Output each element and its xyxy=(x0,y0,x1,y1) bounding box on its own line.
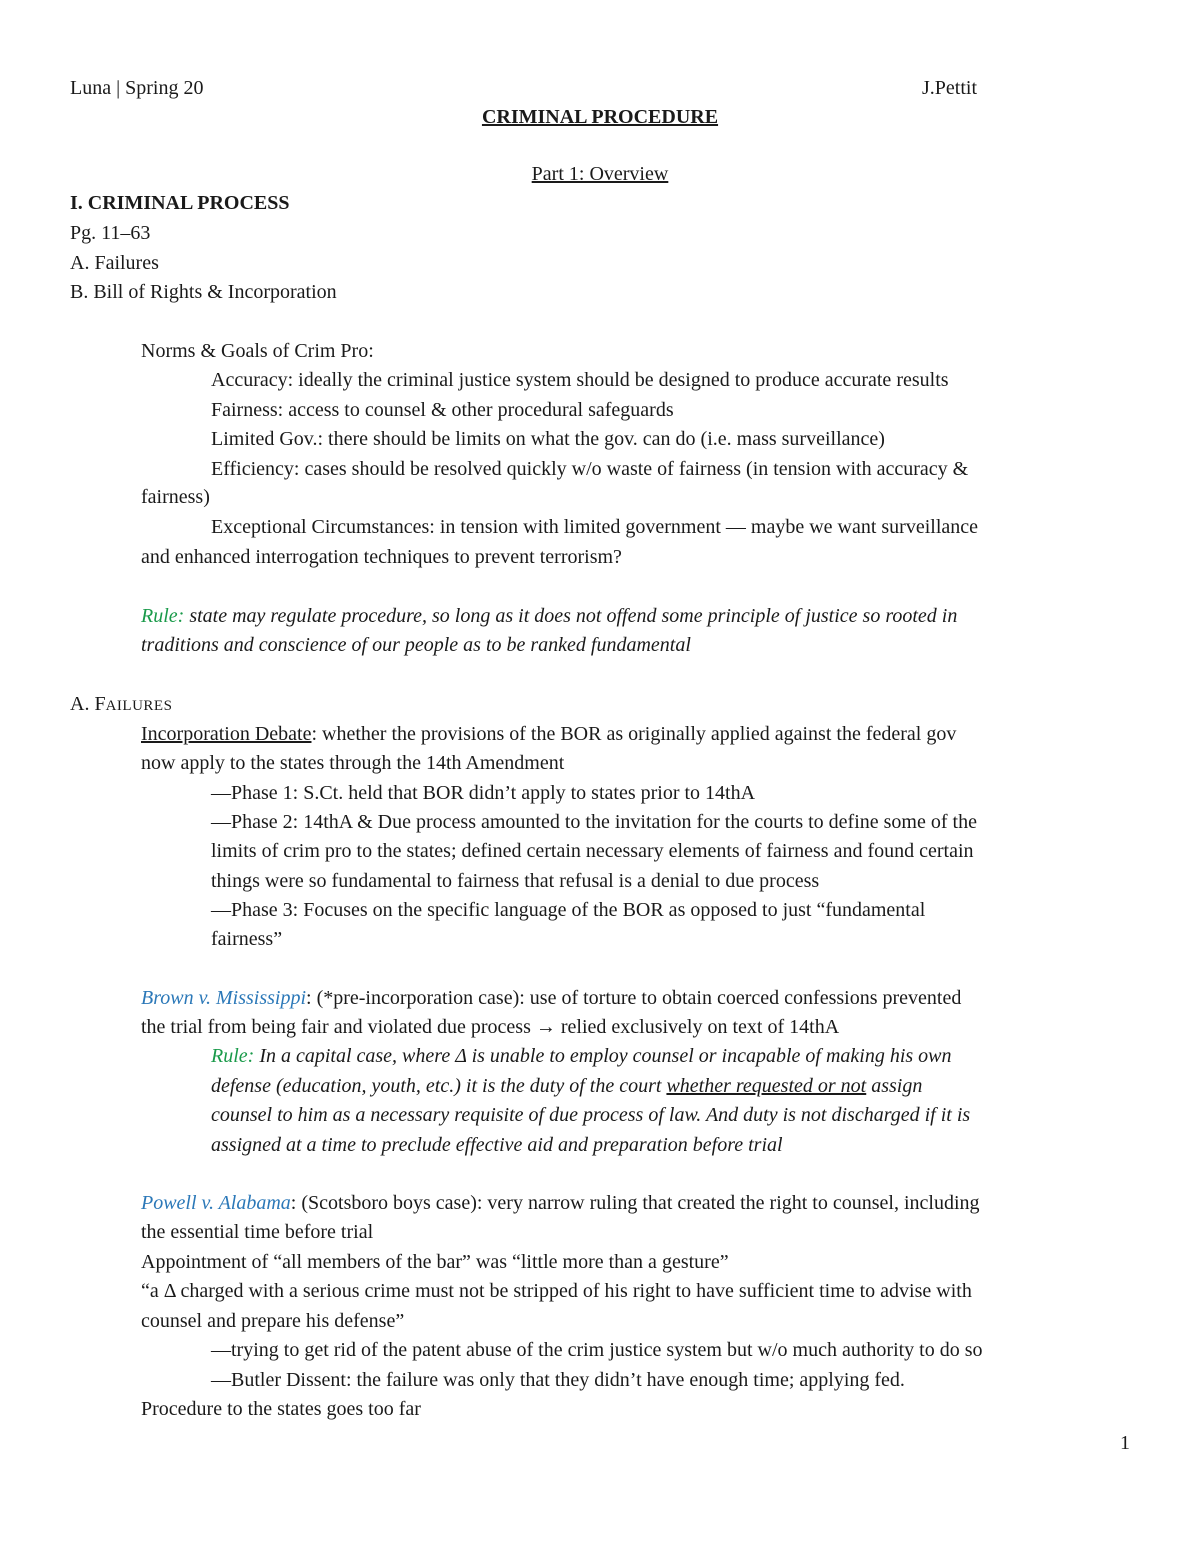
powell-note2: —Butler Dissent: the failure was only that they didn’t have enough time; applying fed. xyxy=(211,1369,905,1391)
section-heading: I. CRIMINAL PROCESS xyxy=(70,192,290,214)
document-title: CRIMINAL PROCEDURE xyxy=(481,106,719,128)
norm-efficiency-line2: fairness) xyxy=(141,486,210,508)
norm-limited-gov: Limited Gov.: there should be limits on what the gov. can do (i.e. mass surveillance) xyxy=(211,428,885,450)
norm-efficiency-line1: Efficiency: cases should be resolved quickly w/o waste of fairness (in tension with accuracy & xyxy=(211,458,969,480)
powell-note1: —trying to get rid of the patent abuse of the crim justice system but w/o much authority to do so xyxy=(211,1339,983,1361)
failures-heading: A. FAILURES xyxy=(70,693,173,715)
header-right: J.Pettit xyxy=(922,77,978,99)
rule-line1 xyxy=(141,604,957,628)
phase3-line1: —Phase 3: Focuses on the specific language of the BOR as opposed to just “fundamental xyxy=(211,899,926,921)
incorporation-debate-line1: Incorporation Debate: whether the provisions of the BOR as originally applied against the federal gov xyxy=(141,723,957,745)
norm-fairness: Fairness: access to counsel & other procedural safeguards xyxy=(211,399,674,421)
header-left: Luna | Spring 20 xyxy=(70,77,204,99)
norm-exceptional-line1: Exceptional Circumstances: in tension with limited government — maybe we want surveillance xyxy=(211,516,979,538)
brown-case-name: Brown v. Mississippi xyxy=(141,987,307,1009)
whether-requested-emphasis: whether requested or not xyxy=(666,1075,867,1097)
brown-line1: Brown v. Mississippi: (*pre-incorporation case): use of torture to obtain coerced confessions prevented xyxy=(141,987,962,1009)
brown-rule-line1: Rule: In a capital case, where Δ is unable to employ counsel or incapable of making his own xyxy=(211,1045,952,1067)
brown-line2: the trial from being fair and violated due process → relied exclusively on text of 14thA xyxy=(141,1016,840,1038)
brown-rule-line2: defense (education, youth, etc.) it is the duty of the court whether requested or not assign xyxy=(211,1075,923,1097)
part-subtitle: Part 1: Overview xyxy=(531,163,669,185)
norm-accuracy: Accuracy: ideally the criminal justice system should be designed to produce accurate results xyxy=(211,369,949,391)
powell-line2: the essential time before trial xyxy=(141,1221,374,1243)
powell-quote-line2: counsel and prepare his defense” xyxy=(141,1310,405,1332)
brown-rule-label: Rule: xyxy=(211,1045,255,1067)
phase2-line2: limits of crim pro to the states; defined certain necessary elements of fairness and found certain xyxy=(211,840,974,862)
rule-label: Rule: xyxy=(141,605,185,627)
powell-line1: Powell v. Alabama: (Scotsboro boys case): very narrow ruling that created the right to counsel, including xyxy=(141,1192,980,1214)
page-range: Pg. 11–63 xyxy=(70,222,151,244)
norms-heading: Norms & Goals of Crim Pro: xyxy=(141,340,374,362)
phase2-line3: things were so fundamental to fairness that refusal is a denial to due process xyxy=(211,870,820,892)
outline-item-a: A. Failures xyxy=(70,252,159,274)
brown-rule-line4: assigned at a time to preclude effective aid and preparation before trial xyxy=(211,1134,783,1156)
rule-text: state may regulate procedure, so long as it does not offend some principle of justice so rooted in xyxy=(184,605,958,627)
arrow-right-icon: → xyxy=(535,1016,556,1038)
incorporation-debate-line2: now apply to the states through the 14th Amendment xyxy=(141,752,565,774)
norm-exceptional-line2: and enhanced interrogation techniques to prevent terrorism? xyxy=(141,546,622,568)
phase2-line1: —Phase 2: 14thA & Due process amounted to the invitation for the courts to define some of the xyxy=(211,811,977,833)
phase3-line2: fairness” xyxy=(211,928,283,950)
powell-note3: Procedure to the states goes too far xyxy=(141,1398,421,1420)
powell-case-name: Powell v. Alabama xyxy=(141,1192,291,1214)
brown-rule-line3: counsel to him as a necessary requisite of due process of law. And duty is not discharged if it is xyxy=(211,1104,971,1126)
powell-appointment: Appointment of “all members of the bar” was “little more than a gesture” xyxy=(141,1251,729,1273)
powell-quote-line1: “a Δ charged with a serious crime must not be stripped of his right to have sufficient time to advise with xyxy=(141,1280,972,1302)
incorporation-debate-label: Incorporation Debate xyxy=(141,723,312,745)
phase1: —Phase 1: S.Ct. held that BOR didn’t apply to states prior to 14thA xyxy=(211,782,756,804)
outline-item-b: B. Bill of Rights & Incorporation xyxy=(70,281,337,303)
rule-line2: traditions and conscience of our people as to be ranked fundamental xyxy=(141,634,691,656)
page-number: 1 xyxy=(1120,1432,1130,1454)
